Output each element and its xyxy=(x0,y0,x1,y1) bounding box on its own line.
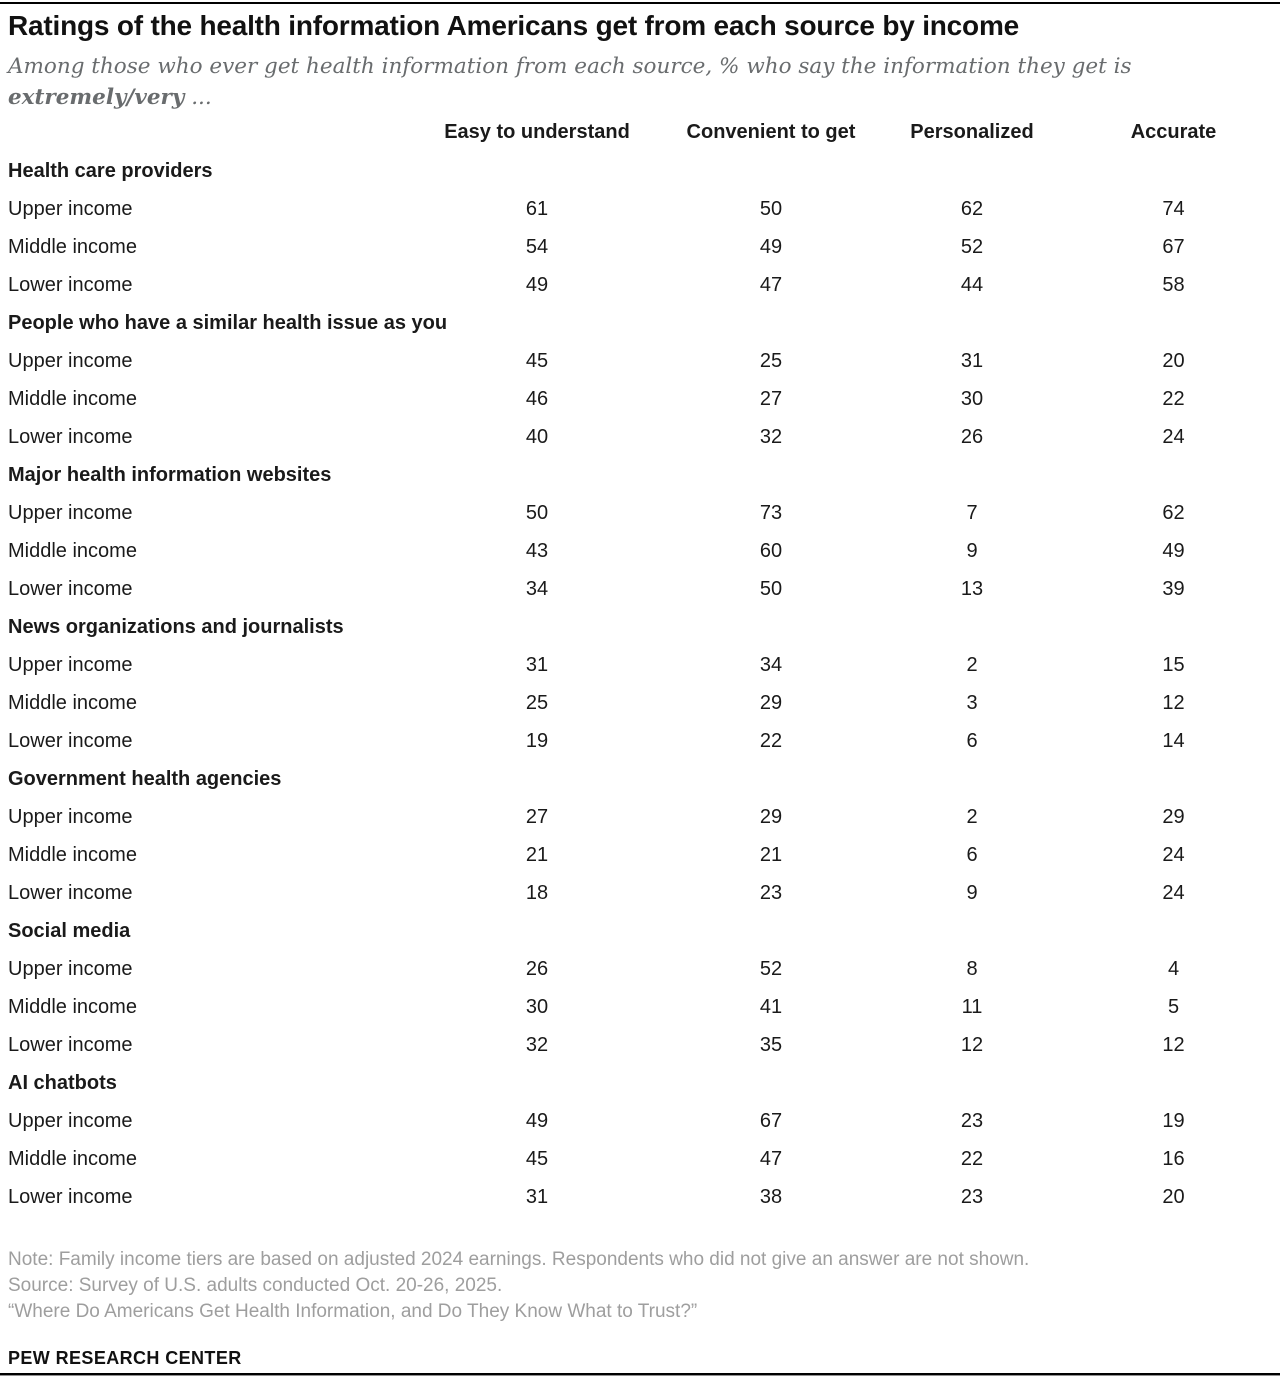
value-cell: 45 xyxy=(525,1148,549,1170)
empty-cell xyxy=(897,304,1047,342)
table-row xyxy=(0,684,1280,722)
section-name: AI chatbots xyxy=(8,1072,117,1094)
value-cell: 2 xyxy=(966,654,978,676)
table-row xyxy=(0,1102,1280,1140)
row-label: Upper income xyxy=(8,350,133,372)
table-row xyxy=(0,950,1280,988)
value-cell: 15 xyxy=(1162,654,1185,676)
empty-cell xyxy=(897,1064,1047,1102)
table-row xyxy=(0,988,1280,1026)
row-label: Lower income xyxy=(8,1034,133,1056)
section-name: News organizations and journalists xyxy=(8,616,344,638)
value-cell: 45 xyxy=(525,350,549,372)
value-cell: 35 xyxy=(759,1034,783,1056)
value-cell: 6 xyxy=(966,844,978,866)
empty-cell xyxy=(429,152,645,190)
row-label: Upper income xyxy=(8,502,133,524)
value-cell: 19 xyxy=(1162,1110,1185,1132)
section-header-row xyxy=(0,456,1280,494)
row-label: Upper income xyxy=(8,1110,133,1132)
section-name: Government health agencies xyxy=(8,768,282,790)
column-header-personalized: Personalized xyxy=(910,121,1034,143)
value-cell: 25 xyxy=(759,350,783,372)
section-header-row xyxy=(0,152,1280,190)
row-label: Upper income xyxy=(8,654,133,676)
empty-cell xyxy=(645,304,897,342)
subtitle-emphasis: extremely/very xyxy=(8,85,185,110)
value-cell: 12 xyxy=(960,1034,984,1056)
value-cell: 6 xyxy=(966,730,978,752)
table-row xyxy=(0,342,1280,380)
row-label: Lower income xyxy=(8,274,133,296)
empty-cell xyxy=(645,608,897,646)
row-label: Lower income xyxy=(8,578,133,600)
table-row xyxy=(0,1178,1280,1216)
page-subtitle xyxy=(8,51,1272,113)
value-cell: 29 xyxy=(1162,806,1185,828)
value-cell: 23 xyxy=(960,1186,984,1208)
note-line: Note: Family income tiers are based on adjusted 2024 earnings. Respondents who did not give an answer are not shown. xyxy=(8,1249,1030,1270)
column-header-row xyxy=(0,120,1280,144)
value-cell: 49 xyxy=(1162,540,1185,562)
brand: PEW RESEARCH CENTER xyxy=(8,1348,242,1368)
value-cell: 49 xyxy=(525,1110,549,1132)
row-label: Upper income xyxy=(8,958,133,980)
value-cell: 67 xyxy=(1162,236,1185,258)
row-label: Lower income xyxy=(8,882,133,904)
value-cell: 9 xyxy=(966,540,978,562)
column-header-convenient-to-get: Convenient to get xyxy=(686,121,856,143)
value-cell: 38 xyxy=(759,1186,783,1208)
value-cell: 30 xyxy=(960,388,984,410)
empty-cell xyxy=(429,608,645,646)
value-cell: 31 xyxy=(960,350,984,372)
value-cell: 62 xyxy=(960,198,984,220)
value-cell: 12 xyxy=(1162,692,1185,714)
value-cell: 60 xyxy=(759,540,783,562)
section-name: Social media xyxy=(8,920,131,942)
empty-cell xyxy=(897,152,1047,190)
table-row xyxy=(0,418,1280,456)
subtitle-line-1: Among those who ever get health information from each source, % who say the information they get is xyxy=(8,54,1132,79)
row-label: Middle income xyxy=(8,692,137,714)
report-title-line: “Where Do Americans Get Health Information, and Do They Know What to Trust?” xyxy=(8,1301,698,1322)
section-name: People who have a similar health issue as you xyxy=(8,312,448,334)
value-cell: 22 xyxy=(1162,388,1185,410)
value-cell: 54 xyxy=(525,236,549,258)
value-cell: 19 xyxy=(525,730,549,752)
row-label: Middle income xyxy=(8,1148,137,1170)
value-cell: 67 xyxy=(759,1110,783,1132)
value-cell: 41 xyxy=(759,996,783,1018)
table-row xyxy=(0,266,1280,304)
value-cell: 26 xyxy=(525,958,549,980)
empty-cell xyxy=(645,912,897,950)
column-header-easy-to-understand: Easy to understand xyxy=(444,121,630,143)
value-cell: 12 xyxy=(1162,1034,1185,1056)
empty-cell xyxy=(1047,1064,1280,1102)
value-cell: 21 xyxy=(525,844,549,866)
value-cell: 73 xyxy=(759,502,783,524)
empty-cell xyxy=(429,1064,645,1102)
value-cell: 18 xyxy=(525,882,549,904)
row-label: Upper income xyxy=(8,198,133,220)
subtitle-ellipsis: ... xyxy=(184,85,212,110)
value-cell: 49 xyxy=(525,274,549,296)
column-header-accurate: Accurate xyxy=(1130,121,1217,143)
value-cell: 61 xyxy=(525,198,549,220)
section-header-row xyxy=(0,304,1280,342)
value-cell: 40 xyxy=(525,426,549,448)
empty-cell xyxy=(429,456,645,494)
table-row xyxy=(0,836,1280,874)
empty-cell xyxy=(1047,608,1280,646)
row-label: Lower income xyxy=(8,1186,133,1208)
section-header-row xyxy=(0,912,1280,950)
empty-cell xyxy=(429,912,645,950)
value-cell: 24 xyxy=(1162,844,1185,866)
value-cell: 2 xyxy=(966,806,978,828)
value-cell: 14 xyxy=(1162,730,1185,752)
empty-cell xyxy=(897,912,1047,950)
section-header-row xyxy=(0,608,1280,646)
value-cell: 22 xyxy=(960,1148,984,1170)
empty-cell xyxy=(1047,304,1280,342)
section-name: Health care providers xyxy=(8,160,213,182)
value-cell: 52 xyxy=(759,958,783,980)
table-row xyxy=(0,380,1280,418)
section-header-row xyxy=(0,760,1280,798)
empty-cell xyxy=(897,456,1047,494)
table-row xyxy=(0,570,1280,608)
value-cell: 47 xyxy=(759,274,783,296)
value-cell: 46 xyxy=(525,388,549,410)
row-label: Middle income xyxy=(8,540,137,562)
source-line: Source: Survey of U.S. adults conducted Oct. 20-26, 2025. xyxy=(8,1275,503,1296)
table-row xyxy=(0,494,1280,532)
column-header-spacer xyxy=(0,120,429,144)
row-label: Middle income xyxy=(8,996,137,1018)
value-cell: 29 xyxy=(759,806,783,828)
value-cell: 20 xyxy=(1162,350,1185,372)
empty-cell xyxy=(897,608,1047,646)
value-cell: 9 xyxy=(966,882,978,904)
value-cell: 62 xyxy=(1162,502,1185,524)
value-cell: 31 xyxy=(525,1186,549,1208)
value-cell: 30 xyxy=(525,996,549,1018)
bottom-rule xyxy=(0,1373,1280,1376)
value-cell: 58 xyxy=(1162,274,1185,296)
value-cell: 50 xyxy=(759,578,783,600)
value-cell: 16 xyxy=(1162,1148,1185,1170)
row-label: Middle income xyxy=(8,388,137,410)
value-cell: 32 xyxy=(759,426,783,448)
value-cell: 29 xyxy=(759,692,783,714)
value-cell: 27 xyxy=(525,806,549,828)
value-cell: 3 xyxy=(966,692,978,714)
value-cell: 44 xyxy=(960,274,984,296)
table-row xyxy=(0,190,1280,228)
value-cell: 24 xyxy=(1162,882,1185,904)
table-row xyxy=(0,646,1280,684)
empty-cell xyxy=(645,152,897,190)
top-rule xyxy=(0,2,1280,4)
value-cell: 20 xyxy=(1162,1186,1185,1208)
value-cell: 39 xyxy=(1162,578,1185,600)
value-cell: 32 xyxy=(525,1034,549,1056)
value-cell: 27 xyxy=(759,388,783,410)
value-cell: 21 xyxy=(759,844,783,866)
empty-cell xyxy=(645,760,897,798)
table-row xyxy=(0,1026,1280,1064)
row-label: Middle income xyxy=(8,844,137,866)
table-row xyxy=(0,798,1280,836)
empty-cell xyxy=(429,760,645,798)
value-cell: 13 xyxy=(960,578,984,600)
value-cell: 34 xyxy=(759,654,783,676)
value-cell: 25 xyxy=(525,692,549,714)
value-cell: 50 xyxy=(525,502,549,524)
empty-cell xyxy=(1047,760,1280,798)
value-cell: 34 xyxy=(525,578,549,600)
empty-cell xyxy=(1047,456,1280,494)
value-cell: 31 xyxy=(525,654,549,676)
table-row xyxy=(0,722,1280,760)
row-label: Lower income xyxy=(8,426,133,448)
value-cell: 8 xyxy=(966,958,978,980)
value-cell: 43 xyxy=(525,540,549,562)
row-label: Upper income xyxy=(8,806,133,828)
table-row xyxy=(0,1140,1280,1178)
value-cell: 4 xyxy=(1167,958,1180,980)
table-row xyxy=(0,874,1280,912)
empty-cell xyxy=(1047,912,1280,950)
page-title: Ratings of the health information Americans get from each source by income xyxy=(8,10,1020,41)
row-label: Middle income xyxy=(8,236,137,258)
empty-cell xyxy=(897,760,1047,798)
row-label: Lower income xyxy=(8,730,133,752)
footnotes xyxy=(8,1247,1272,1325)
value-cell: 23 xyxy=(759,882,783,904)
table-row xyxy=(0,532,1280,570)
empty-cell xyxy=(429,304,645,342)
value-cell: 11 xyxy=(961,996,983,1018)
empty-cell xyxy=(645,456,897,494)
value-cell: 24 xyxy=(1162,426,1185,448)
value-cell: 22 xyxy=(759,730,783,752)
value-cell: 49 xyxy=(759,236,783,258)
table-body xyxy=(0,152,1280,1216)
value-cell: 23 xyxy=(960,1110,984,1132)
empty-cell xyxy=(645,1064,897,1102)
value-cell: 7 xyxy=(966,502,978,524)
section-header-row xyxy=(0,1064,1280,1102)
value-cell: 26 xyxy=(960,426,984,448)
value-cell: 52 xyxy=(960,236,984,258)
value-cell: 5 xyxy=(1167,996,1180,1018)
empty-cell xyxy=(1047,152,1280,190)
value-cell: 74 xyxy=(1162,198,1185,220)
value-cell: 47 xyxy=(759,1148,783,1170)
table-row xyxy=(0,228,1280,266)
value-cell: 50 xyxy=(759,198,783,220)
section-name: Major health information websites xyxy=(8,464,332,486)
